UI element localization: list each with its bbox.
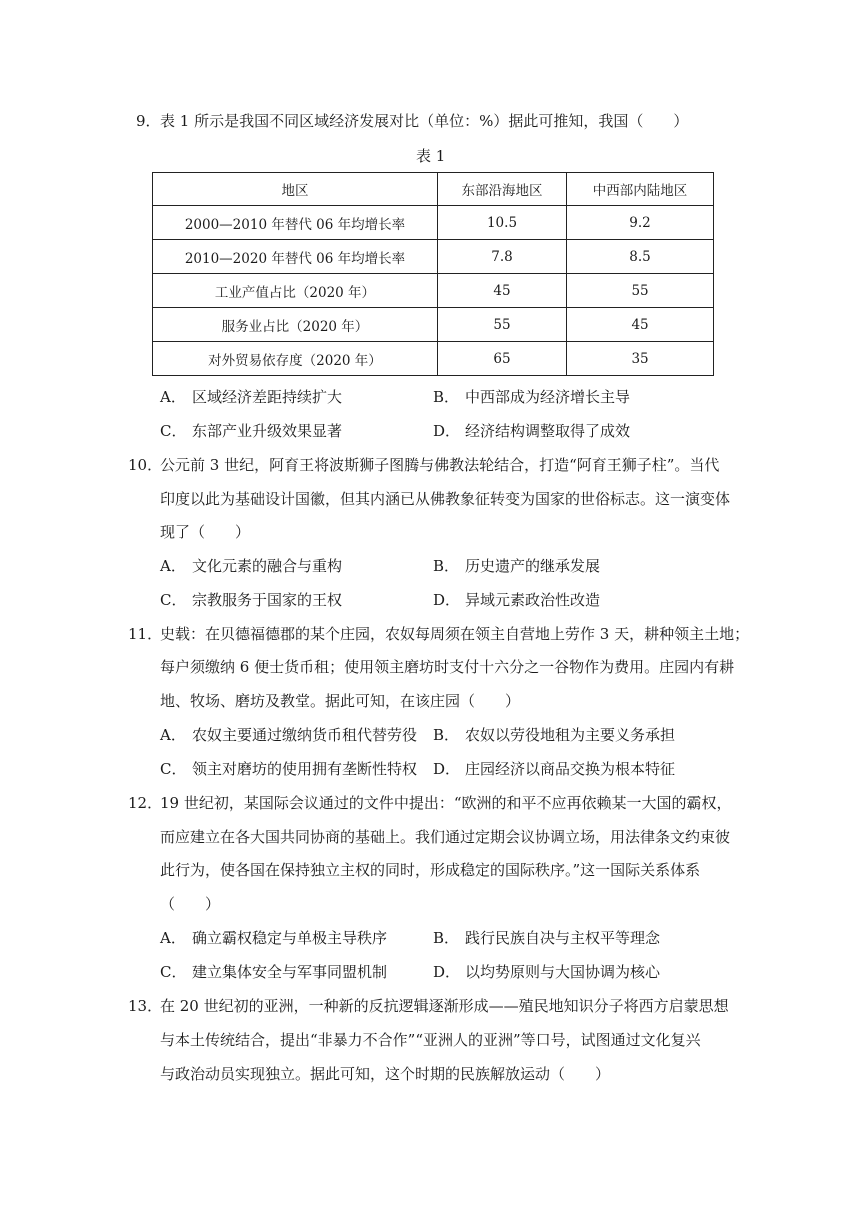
option-letter: A． (160, 726, 186, 744)
question-12-line: 此行为，使各国在保持独立主权的同时，形成稳定的国际秩序。”这一国际关系体系 (160, 861, 701, 879)
q11-option-a[interactable] (160, 725, 417, 745)
q12-option-b[interactable] (433, 928, 660, 948)
option-letter: C． (160, 591, 187, 609)
table-cell: 45 (437, 274, 566, 308)
table-cell: 55 (567, 274, 714, 308)
question-11-number: 11． (128, 625, 163, 643)
table-cell: 65 (437, 342, 566, 376)
option-text: 文化元素的融合与重构 (192, 557, 343, 575)
question-11-line: 每户须缴纳 6 便士货币租；使用领主磨坊时支付十六分之一谷物作为费用。庄园内有耕 (160, 658, 735, 676)
question-13-line: 在 20 世纪初的亚洲，一种新的反抗逻辑逐渐形成——殖民地知识分子将西方启蒙思想 (160, 997, 729, 1015)
question-11-line: 地、牧场、磨坊及教堂。据此可知，在该庄园（ ） (160, 692, 521, 710)
q11-option-d[interactable] (433, 759, 675, 779)
option-letter: A． (160, 557, 186, 575)
q12-option-d[interactable] (433, 962, 660, 982)
q10-option-d[interactable] (433, 590, 600, 610)
q12-option-a[interactable] (160, 928, 387, 948)
option-letter: B． (433, 726, 460, 744)
option-text: 经济结构调整取得了成效 (465, 422, 631, 440)
comparison-table (152, 172, 714, 376)
q10-option-c[interactable] (160, 590, 342, 610)
table-cell: 55 (437, 308, 566, 342)
option-text: 庄园经济以商品交换为根本特征 (465, 760, 676, 778)
option-letter: A． (160, 388, 186, 406)
question-10-number: 10． (128, 456, 163, 474)
question-11-line: 史载：在贝德福德郡的某个庄园，农奴每周须在领主自营地上劳作 3 天，耕种领主土地； (160, 625, 750, 643)
question-13-line: 与本土传统结合，提出“非暴力不合作”“亚洲人的亚洲”等口号，试图通过文化复兴 (160, 1031, 701, 1049)
table-row (153, 274, 714, 308)
option-letter: B． (433, 557, 460, 575)
table-header-cell: 东部沿海地区 (437, 173, 566, 206)
table-cell: 2000—2010 年替代 06 年均增长率 (153, 206, 438, 240)
table-cell: 35 (567, 342, 714, 376)
q12-option-c[interactable] (160, 962, 387, 982)
option-text: 异域元素政治性改造 (465, 591, 601, 609)
option-letter: C． (160, 422, 187, 440)
q9-option-a[interactable] (160, 387, 342, 407)
table-row (153, 308, 714, 342)
table-header-cell: 地区 (153, 173, 438, 206)
option-letter: B． (433, 929, 460, 947)
q10-option-a[interactable] (160, 556, 342, 576)
table-header-cell: 中西部内陆地区 (567, 173, 714, 206)
table-cell: 服务业占比（2020 年） (153, 308, 438, 342)
question-13-line: 与政治动员实现独立。据此可知，这个时期的民族解放运动（ ） (160, 1065, 611, 1083)
q11-option-b[interactable] (433, 725, 675, 745)
option-text: 建立集体安全与军事同盟机制 (192, 963, 388, 981)
table-cell: 对外贸易依存度（2020 年） (153, 342, 438, 376)
table-row (153, 342, 714, 376)
option-text: 践行民族自决与主权平等理念 (465, 929, 661, 947)
option-letter: B． (433, 388, 460, 406)
q10-option-b[interactable] (433, 556, 600, 576)
question-12-line: 而应建立在各大国共同协商的基础上。我们通过定期会议协调立场，用法律条文约束彼 (160, 828, 731, 846)
q9-option-c[interactable] (160, 421, 342, 441)
option-letter: C． (160, 760, 187, 778)
table-caption: 表 1 (416, 147, 446, 165)
option-text: 农奴主要通过缴纳货币租代替劳役 (192, 726, 418, 744)
question-12-line: 19 世纪初，某国际会议通过的文件中提出：“欧洲的和平不应再依赖某一大国的霸权， (160, 794, 732, 812)
q9-option-d[interactable] (433, 421, 630, 441)
table-cell: 8.5 (567, 240, 714, 274)
table-cell: 9.2 (567, 206, 714, 240)
question-9-number: 9． (136, 112, 161, 130)
table-row (153, 206, 714, 240)
table-cell: 工业产值占比（2020 年） (153, 274, 438, 308)
option-text: 农奴以劳役地租为主要义务承担 (465, 726, 676, 744)
option-letter: A． (160, 929, 186, 947)
table-cell: 2010—2020 年替代 06 年均增长率 (153, 240, 438, 274)
option-letter: D． (433, 422, 461, 440)
question-9-stem: 表 1 所示是我国不同区域经济发展对比（单位：%）据此可推知，我国（ ） (160, 112, 689, 130)
table-header-row (153, 173, 714, 206)
option-text: 中西部成为经济增长主导 (465, 388, 631, 406)
question-10-line: 印度以此为基础设计国徽，但其内涵已从佛教象征转变为国家的世俗标志。这一演变体 (160, 490, 731, 508)
option-text: 历史遗产的继承发展 (465, 557, 601, 575)
option-text: 确立霸权稳定与单极主导秩序 (192, 929, 388, 947)
option-letter: D． (433, 760, 461, 778)
option-text: 以均势原则与大国协调为核心 (465, 963, 661, 981)
question-13-number: 13． (128, 997, 163, 1015)
table-cell: 7.8 (437, 240, 566, 274)
table-cell: 10.5 (437, 206, 566, 240)
option-text: 区域经济差距持续扩大 (192, 388, 343, 406)
q11-option-c[interactable] (160, 759, 417, 779)
option-letter: D． (433, 963, 461, 981)
option-letter: C． (160, 963, 187, 981)
table-cell: 45 (567, 308, 714, 342)
q9-option-b[interactable] (433, 387, 630, 407)
table-row (153, 240, 714, 274)
question-12-line: （ ） (160, 895, 221, 913)
option-text: 领主对磨坊的使用拥有垄断性特权 (192, 760, 418, 778)
option-letter: D． (433, 591, 461, 609)
question-10-line: 公元前 3 世纪，阿育王将波斯狮子图腾与佛教法轮结合，打造“阿育王狮子柱”。当代 (160, 456, 720, 474)
question-10-line: 现了（ ） (160, 523, 251, 541)
option-text: 宗教服务于国家的王权 (192, 591, 343, 609)
question-12-number: 12． (128, 794, 163, 812)
option-text: 东部产业升级效果显著 (192, 422, 343, 440)
